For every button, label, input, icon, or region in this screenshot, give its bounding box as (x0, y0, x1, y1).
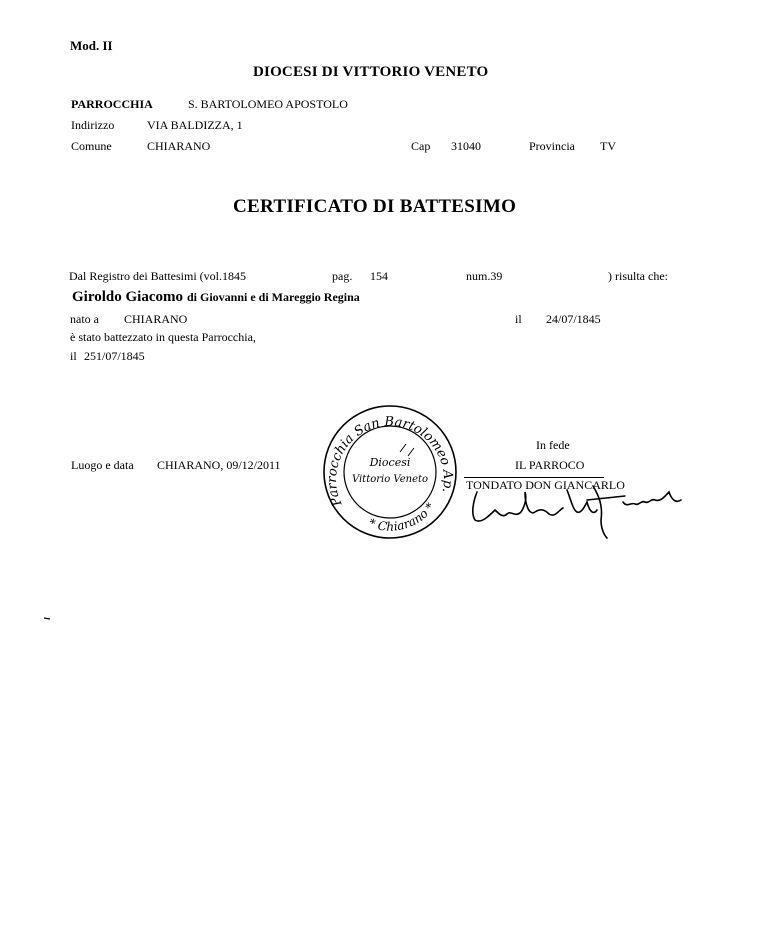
baptized-text: è stato battezzato in questa Parrocchia, (70, 330, 256, 344)
result-text: ) risulta che: (608, 269, 668, 283)
svg-text:Diocesi: Diocesi (369, 456, 411, 469)
record-number: num.39 (466, 269, 503, 283)
svg-text:Vittorio Veneto: Vittorio Veneto (351, 474, 429, 485)
provincia-label: Provincia (529, 139, 575, 153)
comune-label: Comune (71, 139, 112, 153)
priest-name: TONDATO DON GIANCARLO (466, 478, 625, 492)
priest-role: IL PARROCO (515, 458, 585, 472)
born-date: 24/07/1845 (546, 312, 601, 326)
born-place: CHIARANO (124, 312, 188, 326)
handwritten-signature (455, 480, 695, 540)
born-label: nato a (70, 312, 99, 326)
person-parents: di Giovanni e di Mareggio Regina (186, 290, 360, 304)
model-code: Mod. II (70, 38, 113, 53)
certificate-title: CERTIFICATO DI BATTESIMO (233, 196, 517, 217)
scan-speck (44, 617, 50, 620)
in-fede-text: In fede (536, 438, 570, 452)
svg-text:* Chiarano *: * Chiarano * (366, 500, 438, 534)
registry-text: Dal Registro dei Battesimi (vol.1845 (69, 269, 246, 283)
page-number: 154 (370, 269, 388, 283)
diocese-title: DIOCESI DI VITTORIO VENETO (253, 64, 489, 80)
baptism-date-label: il (70, 349, 77, 363)
provincia-value: TV (600, 139, 616, 153)
cap-value: 31040 (451, 139, 481, 153)
parish-label: PARROCCHIA (71, 97, 153, 111)
page-label: pag. (332, 269, 353, 283)
person-line (72, 288, 360, 306)
person-name: Giroldo Giacomo (72, 289, 183, 305)
place-date-label: Luogo e data (71, 458, 134, 472)
address-label: Indirizzo (71, 118, 115, 132)
parish-name: S. BARTOLOMEO APOSTOLO (188, 97, 348, 111)
parish-seal-stamp (322, 404, 458, 540)
cap-label: Cap (411, 139, 431, 153)
address-value: VIA BALDIZZA, 1 (147, 118, 243, 132)
baptism-date: 251/07/1845 (84, 349, 145, 363)
svg-text:Parrocchia San Bartolomeo Ap.: Parrocchia San Bartolomeo Ap. (324, 414, 456, 509)
place-date-value: CHIARANO, 09/12/2011 (157, 458, 281, 472)
born-date-label: il (515, 312, 522, 326)
comune-value: CHIARANO (147, 139, 211, 153)
